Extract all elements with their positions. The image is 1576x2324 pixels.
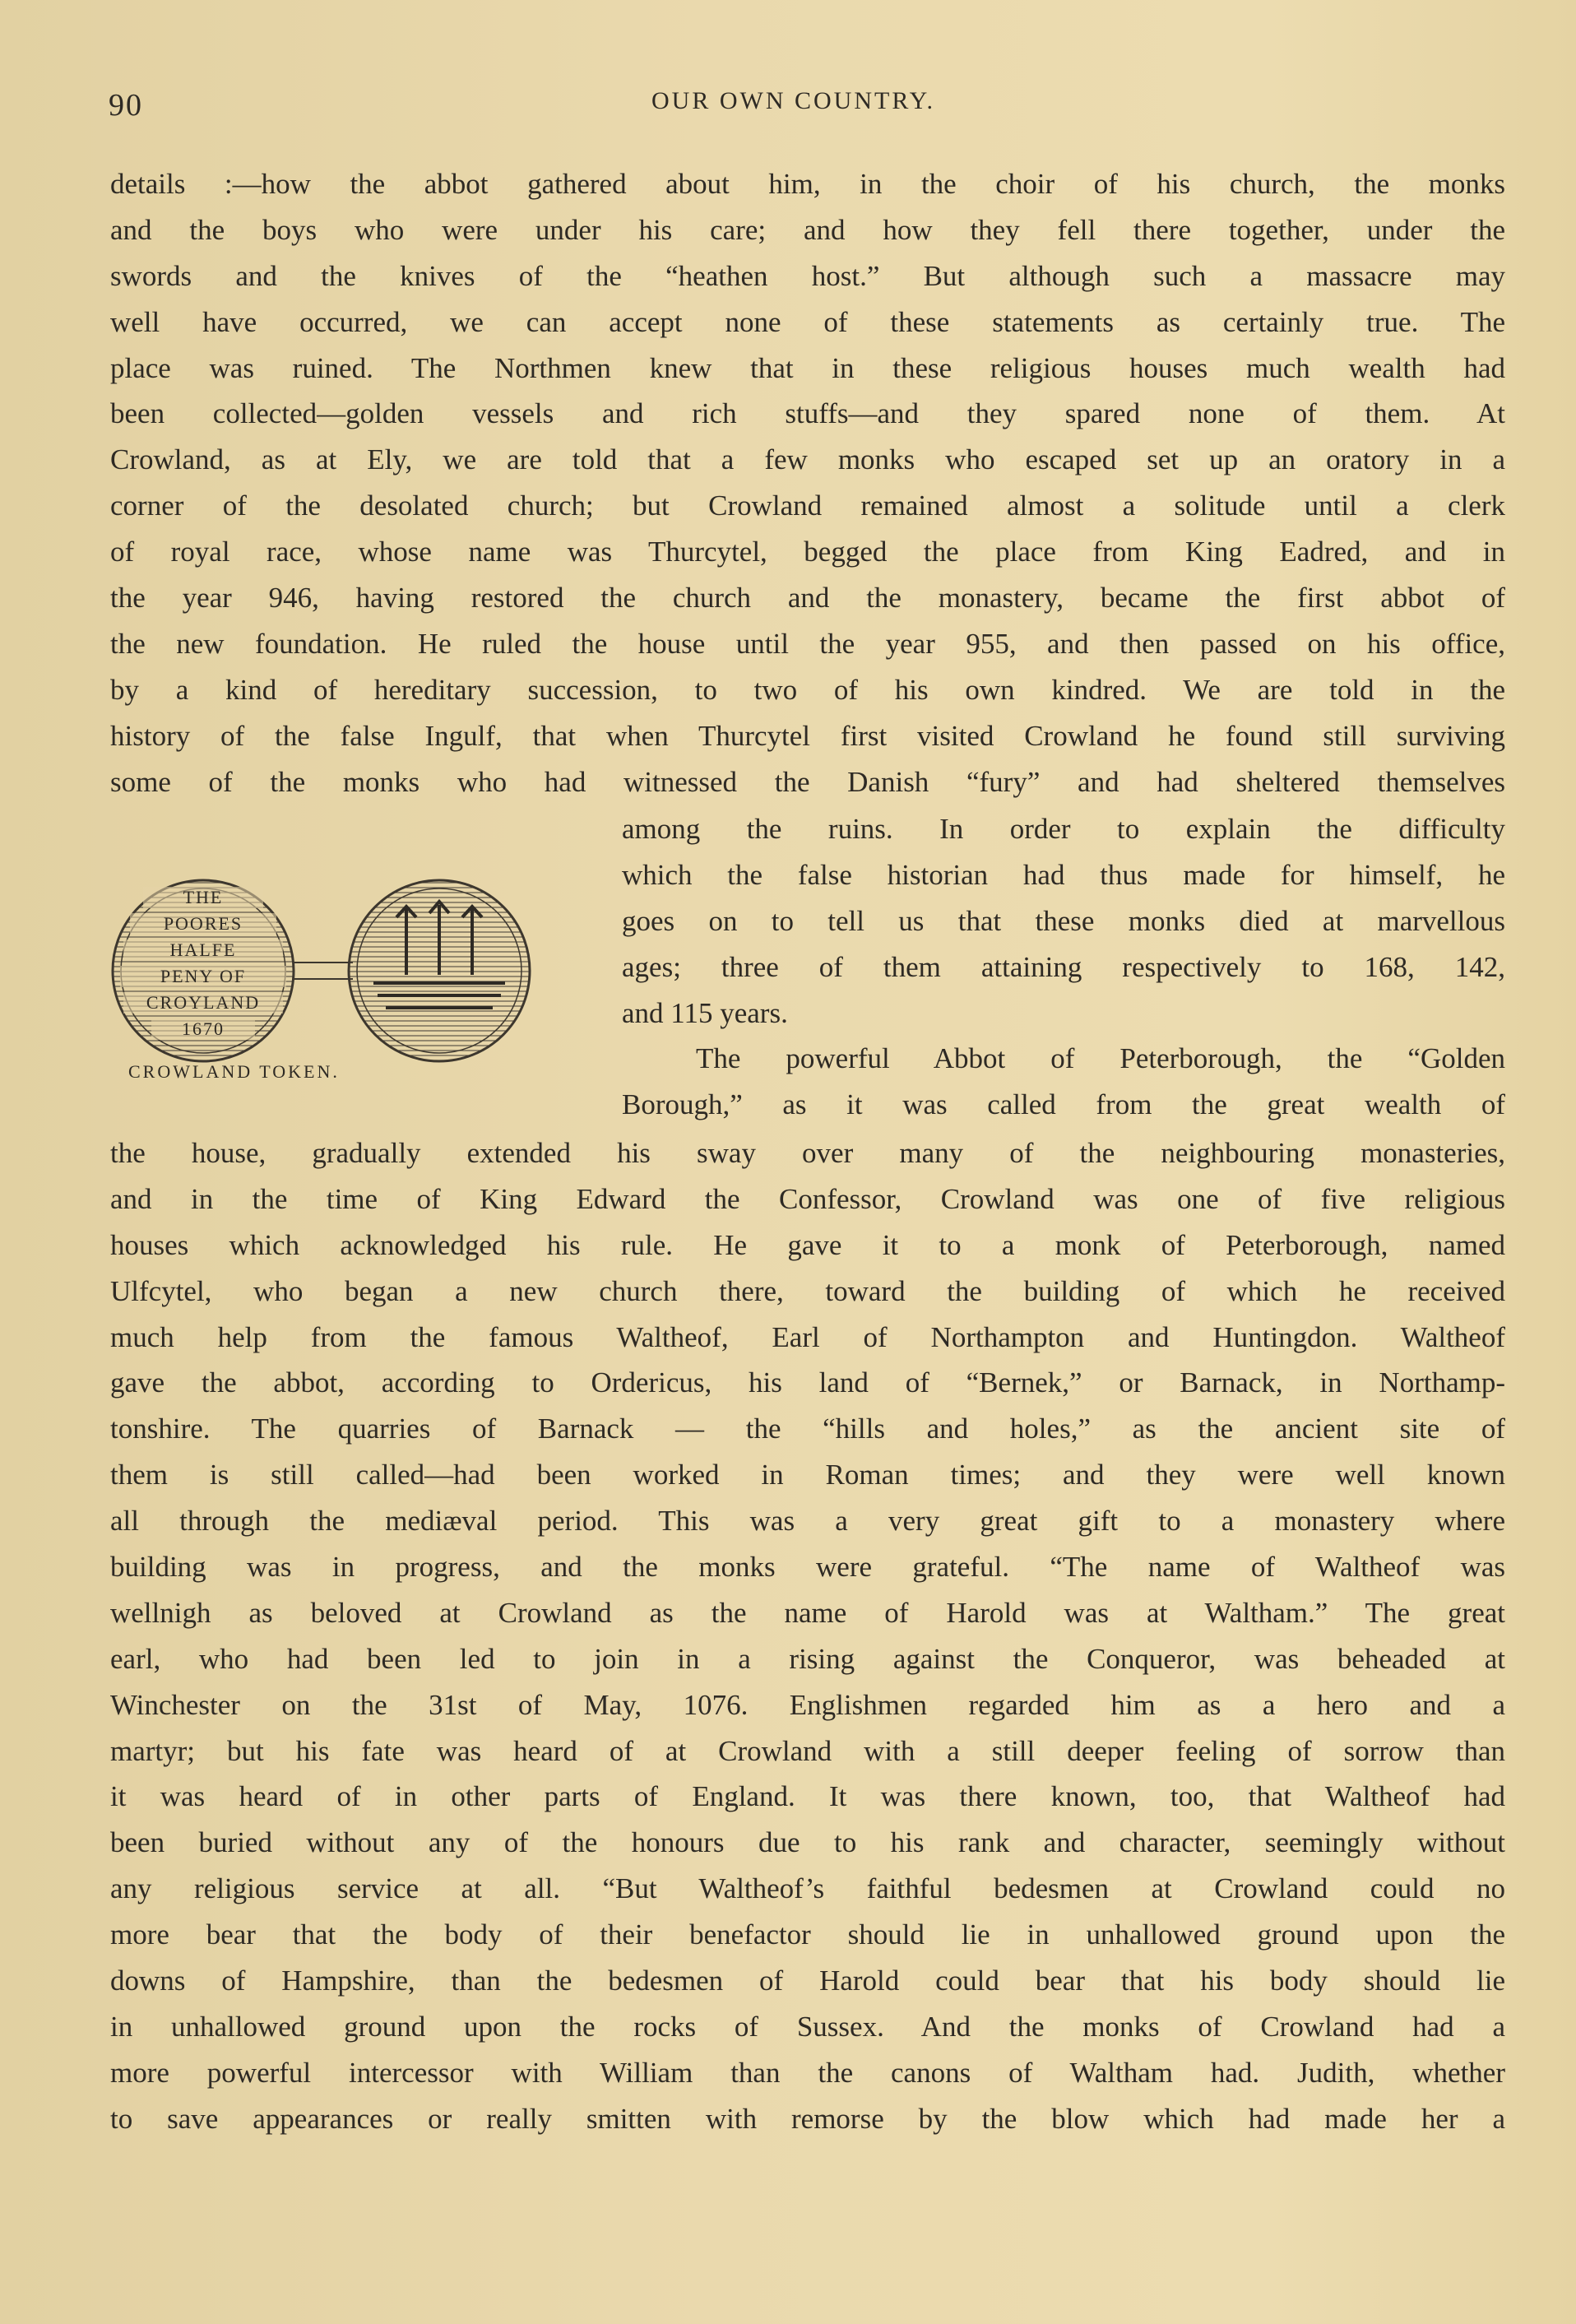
crowland-token-figure — [110, 831, 604, 1094]
token-obverse — [113, 880, 294, 1061]
text-line: place was ruined. The Northmen knew that in these religious houses much wealth had — [110, 351, 1505, 384]
svg-text:1670: 1670 — [182, 1018, 225, 1039]
text-line: earl, who had been led to join in a rising against the Conqueror, was beheaded at — [110, 1642, 1505, 1675]
text-line: and in the time of King Edward the Confessor, Crowland was one of five religious — [110, 1182, 1505, 1215]
running-head — [109, 82, 1502, 132]
text-line: Ulfcytel, who began a new church there, toward the building of which he received — [110, 1274, 1505, 1307]
svg-text:HALFE: HALFE — [169, 939, 237, 960]
text-line: been buried without any of the honours due to his rank and character, seemingly without — [110, 1826, 1505, 1859]
svg-text:POORES: POORES — [163, 913, 243, 934]
svg-text:CROYLAND: CROYLAND — [146, 992, 261, 1013]
text-line: Winchester on the 31st of May, 1076. Englishmen regarded him as a hero and a — [110, 1688, 1505, 1721]
text-line: swords and the knives of the “heathen host.” But although such a massacre may — [110, 259, 1505, 292]
running-title: OUR OWN COUNTRY. — [651, 87, 935, 114]
body-text-top — [110, 161, 1505, 805]
text-line: to save appearances or really smitten with remorse by the blow which had made her a — [110, 2102, 1505, 2135]
text-line: houses which acknowledged his rule. He gave it to a monk of Peterborough, named — [110, 1228, 1505, 1261]
svg-text:PENY OF: PENY OF — [160, 966, 247, 986]
text-line: been collected—golden vessels and rich stuffs—and they spared none of them. At — [110, 397, 1505, 430]
text-line: Crowland, as at Ely, we are told that a few monks who escaped set up an oratory in a — [110, 443, 1505, 476]
text-line: the new foundation. He ruled the house until the year 955, and then passed on his office, — [110, 627, 1505, 660]
text-line: details :—how the abbot gathered about him, in the choir of his church, the monks — [110, 168, 1505, 200]
text-line: tonshire. The quarries of Barnack — the “hills and holes,” as the ancient site of — [110, 1412, 1505, 1445]
text-line: some of the monks who had witnessed the Danish “fury” and had sheltered themselves — [110, 765, 1505, 798]
text-line: wellnigh as beloved at Crowland as the name of Harold was at Waltham.” The great — [110, 1596, 1505, 1629]
text-line: building was in progress, and the monks were grateful. “The name of Waltheof was — [110, 1551, 1505, 1584]
token-reverse — [349, 880, 530, 1061]
body-text-wrapped — [622, 806, 1505, 1128]
text-line: martyr; but his fate was heard of at Crowland with a still deeper feeling of sorrow than — [110, 1734, 1505, 1767]
text-line: it was heard of in other parts of England. It was there known, too, that Waltheof had — [110, 1780, 1505, 1813]
text-line: and the boys who were under his care; and how they fell there together, under the — [110, 213, 1505, 246]
text-line: ages; three of them attaining respectively to 168, 142, — [622, 950, 1505, 983]
text-line: well have occurred, we can accept none of these statements as certainly true. The — [110, 305, 1505, 338]
text-line: in unhallowed ground upon the rocks of Sussex. And the monks of Crowland had a — [110, 2010, 1505, 2043]
body-text-bottom — [110, 1130, 1505, 2142]
text-line: downs of Hampshire, than the bedesmen of Harold could bear that his body should lie — [110, 1964, 1505, 1997]
text-line: more bear that the body of their benefactor should lie in unhallowed ground upon the — [110, 1918, 1505, 1951]
svg-text:THE: THE — [183, 887, 224, 907]
figure-caption: CROWLAND TOKEN. — [128, 1061, 340, 1082]
text-line: the house, gradually extended his sway over many of the neighbouring monasteries, — [110, 1137, 1505, 1169]
text-line: among the ruins. In order to explain the difficulty — [622, 813, 1505, 845]
text-line: and 115 years. — [622, 996, 788, 1029]
page-number: 90 — [109, 88, 143, 123]
text-line: all through the mediæval period. This was a very great gift to a monastery where — [110, 1505, 1505, 1538]
crowland-token-illustration — [110, 831, 604, 1069]
text-line: gave the abbot, according to Ordericus, his land of “Bernek,” or Barnack, in Northamp- — [110, 1366, 1505, 1399]
text-line: much help from the famous Waltheof, Earl of Northampton and Huntingdon. Waltheof — [110, 1320, 1505, 1353]
text-line: any religious service at all. “But Waltheof’s faithful bedesmen at Crowland could no — [110, 1872, 1505, 1905]
text-line: which the false historian had thus made for himself, he — [622, 858, 1505, 891]
text-line: history of the false Ingulf, that when Thurcytel first visited Crowland he found still surviving — [110, 719, 1505, 752]
text-line: Borough,” as it was called from the great wealth of — [622, 1088, 1505, 1121]
text-line: of royal race, whose name was Thurcytel, begged the place from King Eadred, and in — [110, 536, 1505, 568]
text-line: The powerful Abbot of Peterborough, the “Golden — [696, 1042, 1505, 1075]
text-line: them is still called—had been worked in Roman times; and they were well known — [110, 1459, 1505, 1491]
text-line: corner of the desolated church; but Crowland remained almost a solitude until a clerk — [110, 489, 1505, 522]
text-line: more powerful intercessor with William than the canons of Waltham had. Judith, whether — [110, 2056, 1505, 2089]
text-line: the year 946, having restored the church and the monastery, became the first abbot of — [110, 582, 1505, 615]
text-line: by a kind of hereditary succession, to two of his own kindred. We are told in the — [110, 673, 1505, 706]
text-line: goes on to tell us that these monks died at marvellous — [622, 904, 1505, 937]
